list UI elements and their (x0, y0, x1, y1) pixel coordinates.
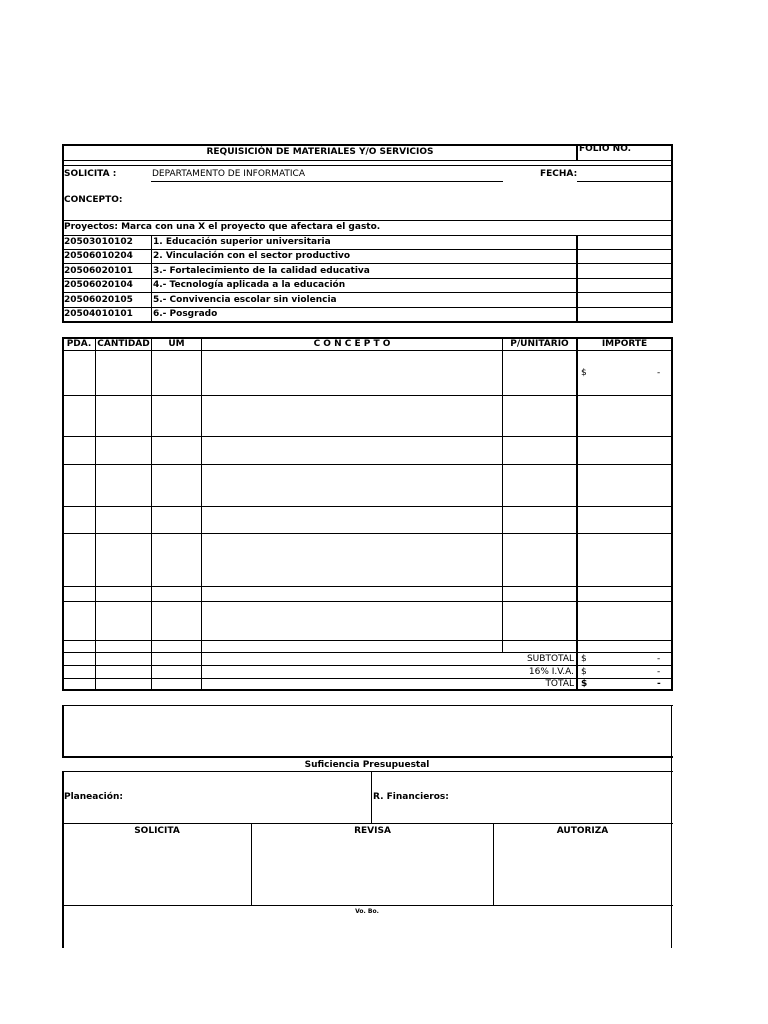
project-name: 3.- Fortalecimiento de la calidad educativa (153, 266, 370, 276)
project-name: 4.- Tecnología aplicada a la educación (153, 280, 346, 290)
total-label: TOTAL (545, 679, 574, 689)
total-currency: $ (581, 679, 588, 689)
project-code: 20504010101 (64, 309, 133, 319)
vobo-label: Vo. Bo. (355, 908, 379, 915)
financieros-label: R. Financieros: (373, 792, 449, 802)
subtotal-label: SUBTOTAL (526, 654, 574, 664)
project-code: 20506020105 (64, 295, 133, 305)
col-header-importe: IMPORTE (601, 339, 648, 349)
project-code: 20506010204 (64, 251, 133, 261)
project-code: 20506020101 (64, 266, 133, 276)
project-name: 1. Educación superior universitaria (153, 237, 331, 247)
concepto-label: CONCEPTO: (64, 195, 123, 205)
subtotal-currency: $ (581, 654, 587, 664)
project-name: 5.- Convivencia escolar sin violencia (153, 295, 337, 305)
col-header-cantidad: CANTIDAD (97, 339, 150, 349)
col-header-um: UM (168, 339, 185, 349)
importe-value: - (657, 368, 661, 378)
col-header-concepto: C O N C E P T O (313, 339, 391, 349)
solicita-label: SOLICITA : (64, 169, 117, 179)
signature-revisa-label: REVISA (354, 826, 391, 836)
iva-currency: $ (581, 667, 587, 677)
project-code: 20503010102 (64, 237, 133, 247)
fecha-field[interactable] (577, 181, 672, 182)
solicita-value[interactable]: DEPARTAMENTO DE INFORMATICA (152, 169, 305, 179)
col-header-pda: PDA. (66, 339, 92, 349)
iva-value: - (657, 667, 661, 677)
budget-title: Suficiencia Presupuestal (304, 760, 430, 770)
project-code: 20506020104 (64, 280, 133, 290)
folio-label: FOLIO NO. (579, 144, 632, 154)
iva-label: 16% I.V.A. (528, 667, 574, 677)
project-name: 2. Vinculación con el sector productivo (153, 251, 351, 261)
subtotal-value: - (657, 654, 661, 664)
project-name: 6.- Posgrado (153, 309, 218, 319)
projects-instruction: Proyectos: Marca con una X el proyecto que afectara el gasto. (64, 222, 381, 232)
col-header-punitario: P/UNITARIO (510, 339, 569, 349)
form-title: REQUISICIÓN DE MATERIALES Y/O SERVICIOS (206, 147, 434, 157)
fecha-label: FECHA: (540, 169, 578, 179)
signature-solicita-label: SOLICITA (134, 826, 180, 836)
importe-currency: $ (581, 368, 587, 378)
signature-autoriza-label: AUTORIZA (556, 826, 609, 836)
planeacion-label: Planeación: (64, 792, 123, 802)
total-value: - (657, 679, 661, 689)
